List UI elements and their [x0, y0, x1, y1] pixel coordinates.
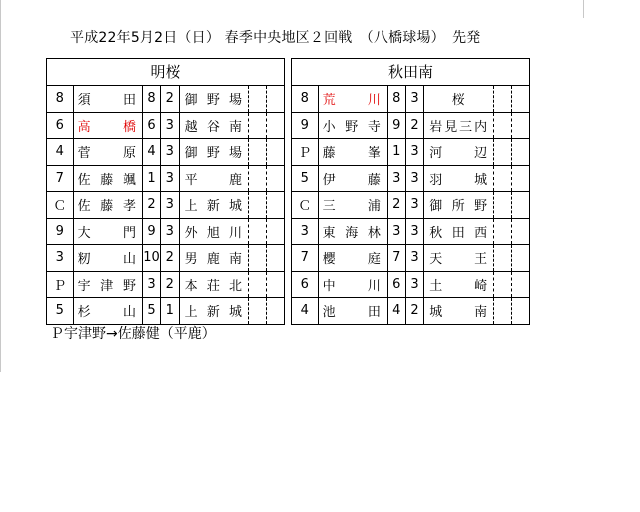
- grade-cell: 5: [142, 298, 160, 324]
- blank-cell: [249, 298, 266, 324]
- blank-cell: [249, 139, 266, 166]
- position-cell: 7: [47, 165, 73, 192]
- table-row: [47, 86, 284, 112]
- team-table-meio: [46, 58, 285, 325]
- lineup-table: [292, 86, 529, 324]
- substitution-note: Ｐ宇津野→佐藤健（平鹿）: [50, 326, 216, 342]
- grade-cell: 9: [387, 112, 405, 139]
- position-cell: Ｃ: [47, 192, 73, 219]
- year-cell: 3: [160, 139, 179, 166]
- table-row: [47, 218, 284, 245]
- blank-cell: [266, 298, 284, 324]
- blank-cell: [249, 112, 266, 139]
- table-row: [47, 165, 284, 192]
- blank-cell: [511, 245, 529, 272]
- sheet-edge-left: [0, 0, 1, 372]
- player-name-cell: 宇津野: [73, 271, 142, 298]
- blank-cell: [494, 165, 511, 192]
- year-cell: 3: [405, 271, 424, 298]
- grade-cell: 7: [387, 245, 405, 272]
- blank-cell: [494, 218, 511, 245]
- school-cell: 天王: [424, 245, 494, 272]
- blank-cell: [511, 218, 529, 245]
- team-table-akitaminami: [291, 58, 530, 325]
- position-cell: 6: [47, 112, 73, 139]
- blank-cell: [511, 165, 529, 192]
- table-row: [292, 165, 529, 192]
- player-name-cell: 三浦: [318, 192, 387, 219]
- table-row: [292, 86, 529, 112]
- player-name-cell: 大門: [73, 218, 142, 245]
- year-cell: 3: [160, 165, 179, 192]
- blank-cell: [249, 218, 266, 245]
- year-cell: 3: [160, 112, 179, 139]
- school-cell: 外旭川: [179, 218, 248, 245]
- table-row: [47, 192, 284, 219]
- sheet-edge: [583, 0, 584, 18]
- position-cell: 6: [292, 271, 318, 298]
- grade-cell: 3: [387, 165, 405, 192]
- blank-cell: [266, 86, 284, 112]
- school-cell: 御野場: [179, 139, 248, 166]
- year-cell: 3: [405, 139, 424, 166]
- blank-cell: [494, 271, 511, 298]
- school-cell: 羽城: [424, 165, 494, 192]
- position-cell: Ｐ: [47, 271, 73, 298]
- table-row: [292, 192, 529, 219]
- grade-cell: 2: [387, 192, 405, 219]
- school-cell: 岩見三内: [424, 112, 494, 139]
- player-name-cell: 藤峯: [318, 139, 387, 166]
- blank-cell: [266, 245, 284, 272]
- player-name-cell: 東海林: [318, 218, 387, 245]
- team-name: 秋田南: [292, 59, 529, 86]
- blank-cell: [494, 192, 511, 219]
- table-row: [292, 112, 529, 139]
- position-cell: Ｃ: [292, 192, 318, 219]
- school-cell: 桜: [424, 86, 494, 112]
- lineup-table: [47, 86, 284, 324]
- blank-cell: [511, 192, 529, 219]
- year-cell: 3: [405, 245, 424, 272]
- blank-cell: [511, 112, 529, 139]
- table-row: [292, 245, 529, 272]
- position-cell: 3: [292, 218, 318, 245]
- table-row: [292, 271, 529, 298]
- blank-cell: [511, 298, 529, 324]
- player-name-cell: 荒川: [318, 86, 387, 112]
- school-cell: 上新城: [179, 192, 248, 219]
- player-name-cell: 小野寺: [318, 112, 387, 139]
- blank-cell: [266, 139, 284, 166]
- page-title: 平成22年5月2日（日） 春季中央地区２回戦 （八橋球場） 先発: [70, 30, 481, 46]
- school-cell: 城南: [424, 298, 494, 324]
- position-cell: 5: [292, 165, 318, 192]
- blank-cell: [511, 139, 529, 166]
- blank-cell: [249, 245, 266, 272]
- school-cell: 御野場: [179, 86, 248, 112]
- player-name-cell: 籾山: [73, 245, 142, 272]
- grade-cell: 1: [142, 165, 160, 192]
- position-cell: 8: [292, 86, 318, 112]
- grade-cell: 10: [142, 245, 160, 272]
- grade-cell: 4: [142, 139, 160, 166]
- table-row: [292, 218, 529, 245]
- grade-cell: 8: [142, 86, 160, 112]
- year-cell: 3: [405, 86, 424, 112]
- blank-cell: [266, 165, 284, 192]
- grade-cell: 3: [387, 218, 405, 245]
- position-cell: 5: [47, 298, 73, 324]
- position-cell: 8: [47, 86, 73, 112]
- grade-cell: 6: [387, 271, 405, 298]
- player-name-cell: 伊藤: [318, 165, 387, 192]
- player-name-cell: 佐藤颯: [73, 165, 142, 192]
- school-cell: 平鹿: [179, 165, 248, 192]
- player-name-cell: 須田: [73, 86, 142, 112]
- team-name: 明桜: [47, 59, 284, 86]
- table-row: [47, 271, 284, 298]
- table-row: [47, 139, 284, 166]
- player-name-cell: 高橋: [73, 112, 142, 139]
- year-cell: 3: [405, 218, 424, 245]
- school-cell: 越谷南: [179, 112, 248, 139]
- position-cell: 4: [292, 298, 318, 324]
- table-row: [292, 298, 529, 324]
- school-cell: 本荘北: [179, 271, 248, 298]
- blank-cell: [266, 112, 284, 139]
- grade-cell: 9: [142, 218, 160, 245]
- position-cell: 9: [292, 112, 318, 139]
- school-cell: 上新城: [179, 298, 248, 324]
- year-cell: 2: [405, 112, 424, 139]
- school-cell: 河辺: [424, 139, 494, 166]
- grade-cell: 8: [387, 86, 405, 112]
- player-name-cell: 佐藤孝: [73, 192, 142, 219]
- year-cell: 2: [160, 86, 179, 112]
- blank-cell: [266, 192, 284, 219]
- table-row: [292, 139, 529, 166]
- position-cell: Ｐ: [292, 139, 318, 166]
- year-cell: 2: [160, 245, 179, 272]
- player-name-cell: 菅原: [73, 139, 142, 166]
- year-cell: 3: [160, 218, 179, 245]
- blank-cell: [266, 271, 284, 298]
- grade-cell: 3: [142, 271, 160, 298]
- player-name-cell: 池田: [318, 298, 387, 324]
- player-name-cell: 中川: [318, 271, 387, 298]
- blank-cell: [494, 86, 511, 112]
- grade-cell: 1: [387, 139, 405, 166]
- year-cell: 2: [405, 298, 424, 324]
- year-cell: 3: [405, 165, 424, 192]
- school-cell: 土崎: [424, 271, 494, 298]
- blank-cell: [494, 112, 511, 139]
- blank-cell: [249, 86, 266, 112]
- blank-cell: [494, 245, 511, 272]
- grade-cell: 2: [142, 192, 160, 219]
- school-cell: 御所野: [424, 192, 494, 219]
- position-cell: 4: [47, 139, 73, 166]
- school-cell: 男鹿南: [179, 245, 248, 272]
- blank-cell: [494, 298, 511, 324]
- blank-cell: [249, 271, 266, 298]
- table-row: [47, 245, 284, 272]
- blank-cell: [249, 192, 266, 219]
- position-cell: 7: [292, 245, 318, 272]
- year-cell: 1: [160, 298, 179, 324]
- blank-cell: [494, 139, 511, 166]
- blank-cell: [511, 86, 529, 112]
- position-cell: 9: [47, 218, 73, 245]
- blank-cell: [249, 165, 266, 192]
- year-cell: 3: [160, 192, 179, 219]
- position-cell: 3: [47, 245, 73, 272]
- grade-cell: 4: [387, 298, 405, 324]
- year-cell: 2: [160, 271, 179, 298]
- player-name-cell: 櫻庭: [318, 245, 387, 272]
- player-name-cell: 杉山: [73, 298, 142, 324]
- table-row: [47, 112, 284, 139]
- blank-cell: [266, 218, 284, 245]
- school-cell: 秋田西: [424, 218, 494, 245]
- table-row: [47, 298, 284, 324]
- grade-cell: 6: [142, 112, 160, 139]
- blank-cell: [511, 271, 529, 298]
- year-cell: 3: [405, 192, 424, 219]
